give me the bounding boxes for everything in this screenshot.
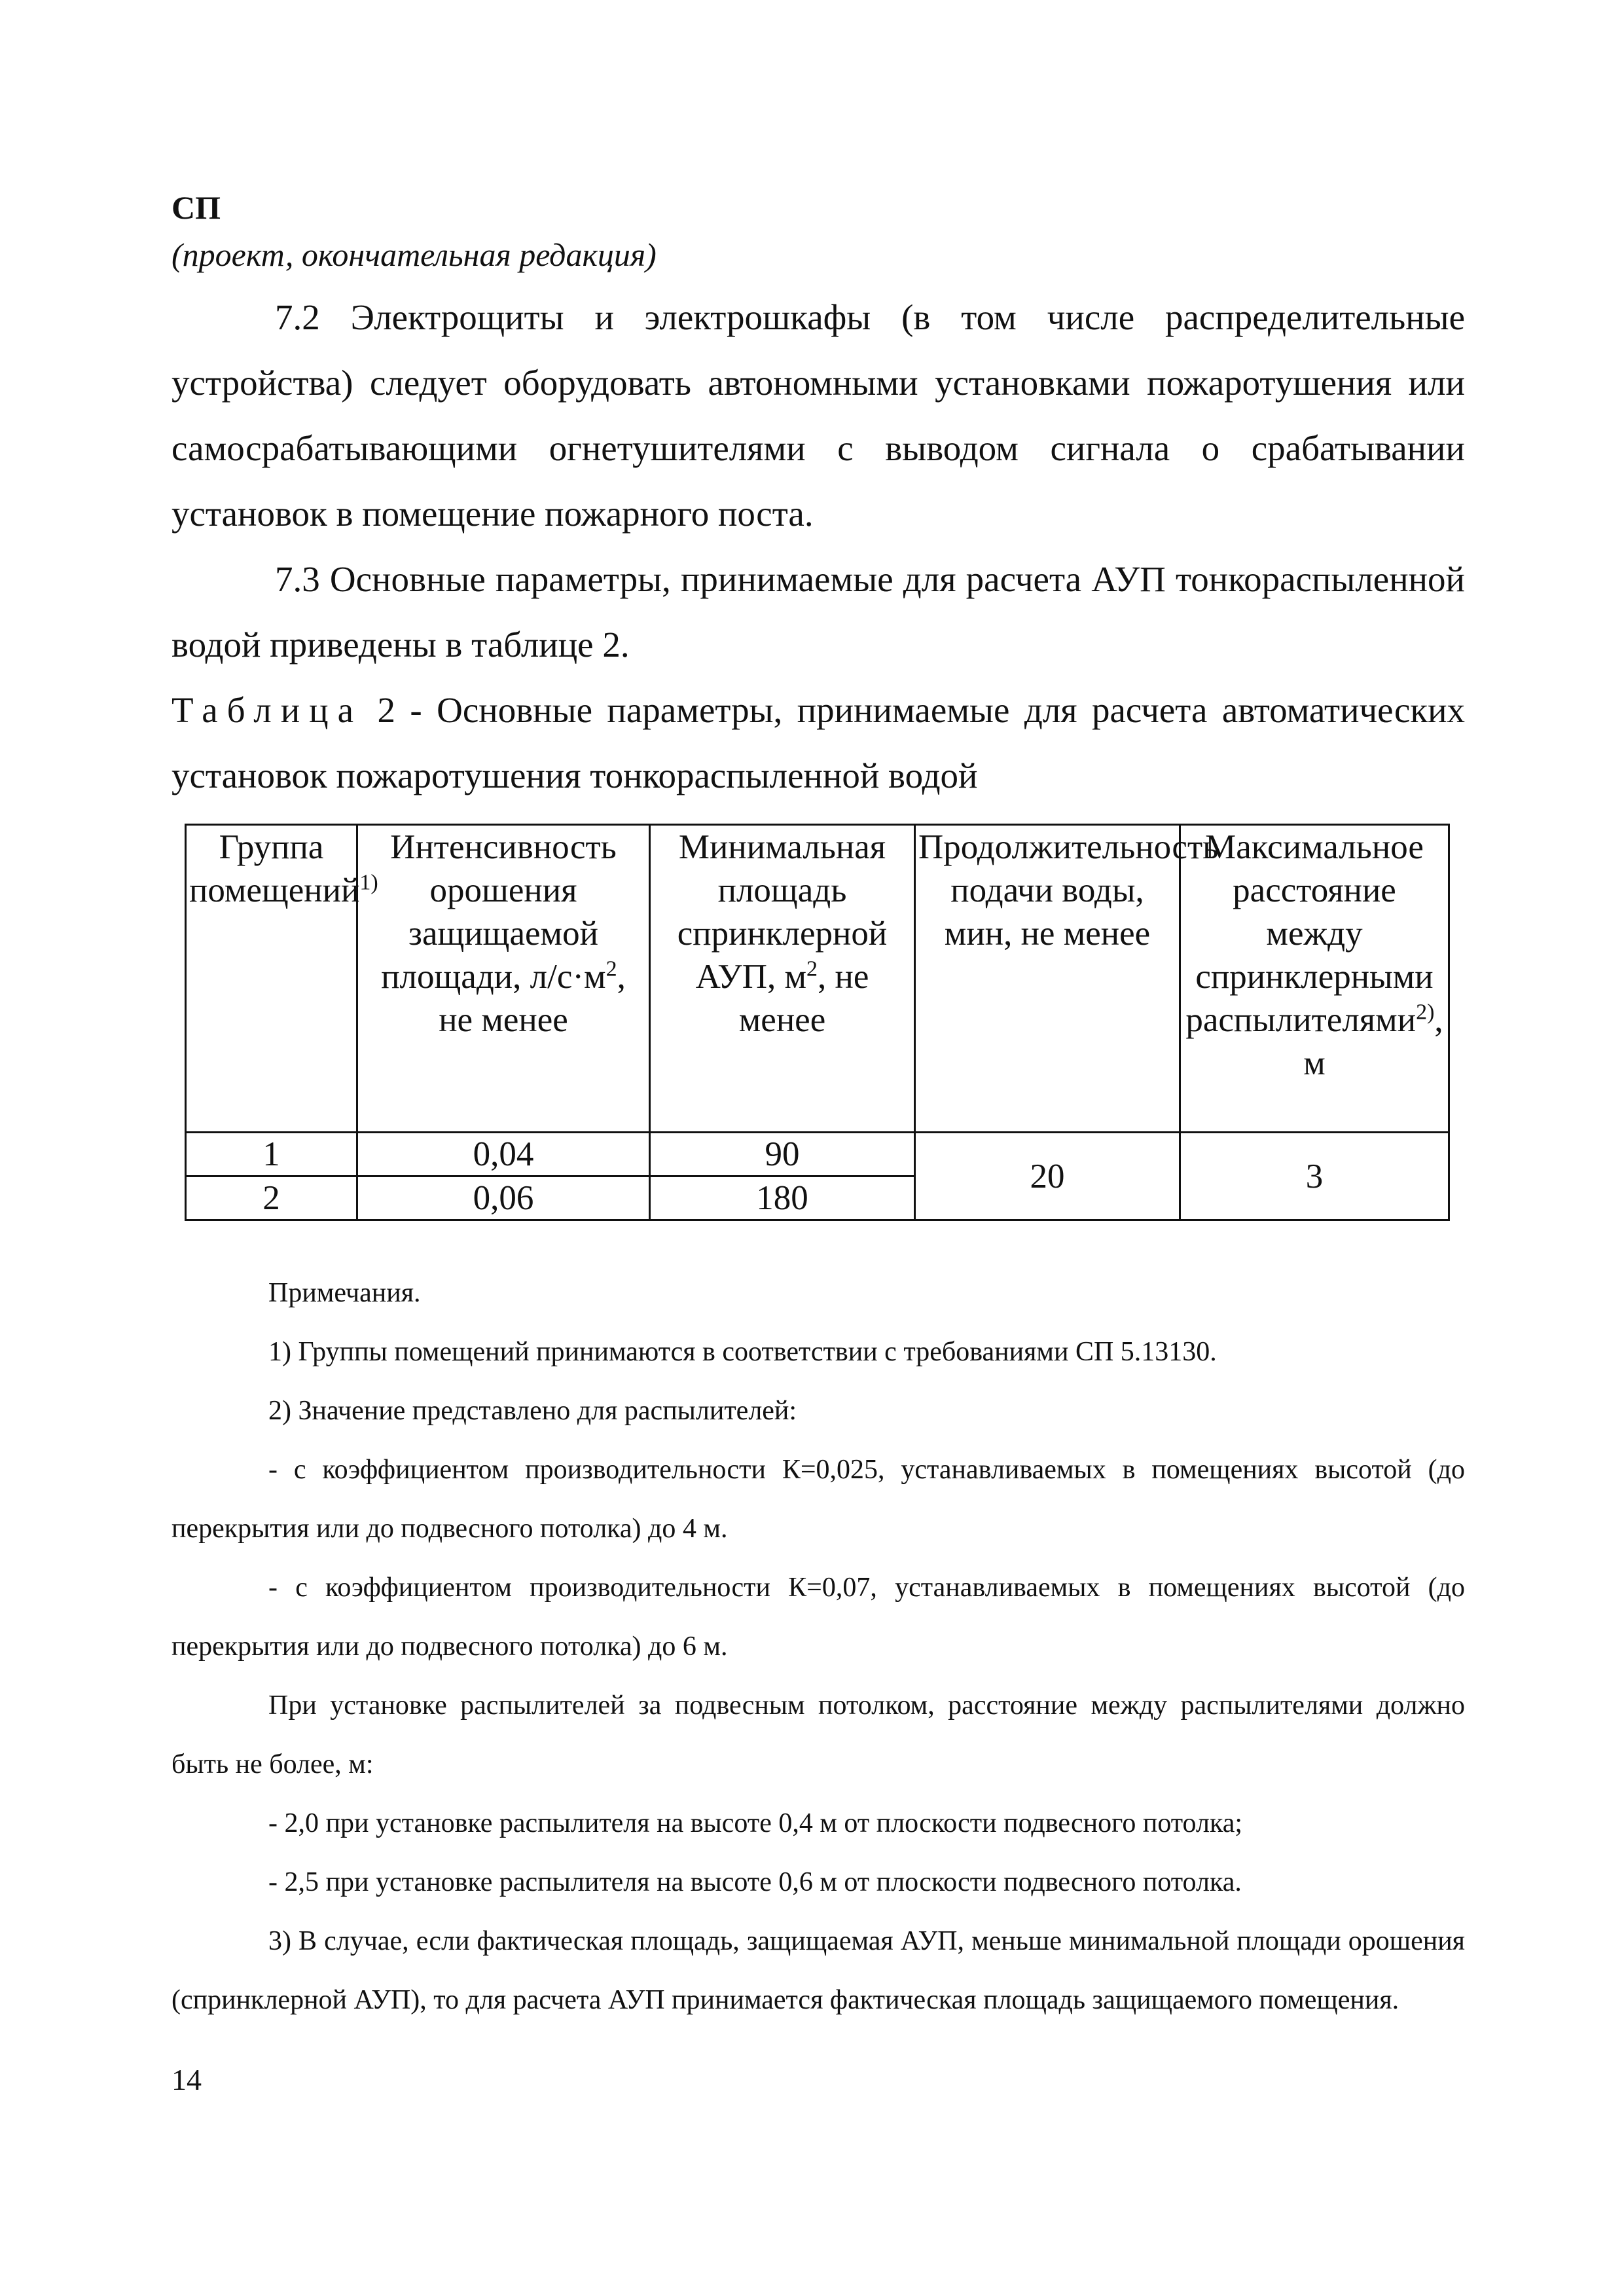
table-caption — [171, 678, 1465, 809]
paragraph-7-2: 7.2 Электрощиты и электрошкафы (в том числе распределительные устройства) следует оборудовать автономными установками пожаротушения или самосрабатывающими огнетушителями с выводом сигнала о срабатывании установок в помещение пожарного поста. — [171, 297, 1465, 534]
document-status: (проект, окончательная редакция) — [171, 236, 657, 273]
cell-max-distance: 3 — [1180, 1133, 1449, 1220]
table-caption-text: - Основные параметры, принимаемые для расчета автоматических установок пожаротушения тонкораспыленной водой — [171, 690, 1466, 795]
cell-min-area: 180 — [650, 1176, 915, 1220]
note-1: 1) Группы помещений принимаются в соответствии с требованиями СП 5.13130. — [268, 1337, 1217, 1367]
cell-duration: 20 — [915, 1133, 1180, 1220]
note-3: 3) В случае, если фактическая площадь, защищаемая АУП, меньше минимальной площади орошения (спринклерной АУП), то для расчета АУП принимается фактическая площадь защищаемого помещения. — [171, 1926, 1465, 2015]
note-2e: - 2,5 при установке распылителя на высоте 0,6 м от плоскости подвесного потолка. — [268, 1867, 1242, 1897]
page-number: 14 — [171, 2063, 202, 2096]
cell-group: 1 — [186, 1133, 357, 1176]
header-group: Группа помещений$^{1)}$ — [186, 825, 357, 1133]
note-2a: - с коэффициентом производительности К=0,025, устанавливаемых в помещениях высотой (до перекрытия или до подвесного потолка) до 4 м. — [171, 1455, 1465, 1544]
cell-group: 2 — [186, 1176, 357, 1220]
note-2c: При установке распылителей за подвесным потолком, расстояние между распылителями должно быть не более, м: — [171, 1690, 1465, 1779]
notes-title: Примечания. — [268, 1278, 421, 1308]
paragraph-7-3: 7.3 Основные параметры, принимаемые для расчета АУП тонкораспыленной водой приведены в таблице 2. — [171, 559, 1465, 665]
cell-intensity: 0,04 — [357, 1133, 650, 1176]
table-caption-number: 2 — [377, 690, 395, 730]
table-caption-label: Таблица — [171, 690, 363, 730]
note-2: 2) Значение представлено для распылителей: — [268, 1396, 797, 1426]
table-header-row — [186, 825, 1449, 1133]
note-2b: - с коэффициентом производительности К=0,07, устанавливаемых в помещениях высотой (до перекрытия или до подвесного потолка) до 6 м. — [171, 1573, 1465, 1662]
document-code: СП — [171, 189, 221, 226]
cell-min-area: 90 — [650, 1133, 915, 1176]
header-min-area: Минимальная площадь спринклерной АУП, $м^2$, не менее — [650, 825, 915, 1133]
notes-section — [171, 1264, 1465, 2030]
note-2d: - 2,0 при установке распылителя на высоте 0,4 м от плоскости подвесного потолка; — [268, 1808, 1243, 1838]
header-intensity: Интенсивность орошения защищаемой площади, $л/с\cdot м^2$, не менее — [357, 825, 650, 1133]
header-duration: Продолжительность подачи воды, мин, не менее — [915, 825, 1180, 1133]
table-row — [186, 1133, 1449, 1176]
parameters-table — [185, 824, 1450, 1221]
cell-intensity: 0,06 — [357, 1176, 650, 1220]
header-max-distance: Максимальное расстояние между спринклерными распылителями$^{2)}$, м — [1180, 825, 1449, 1133]
